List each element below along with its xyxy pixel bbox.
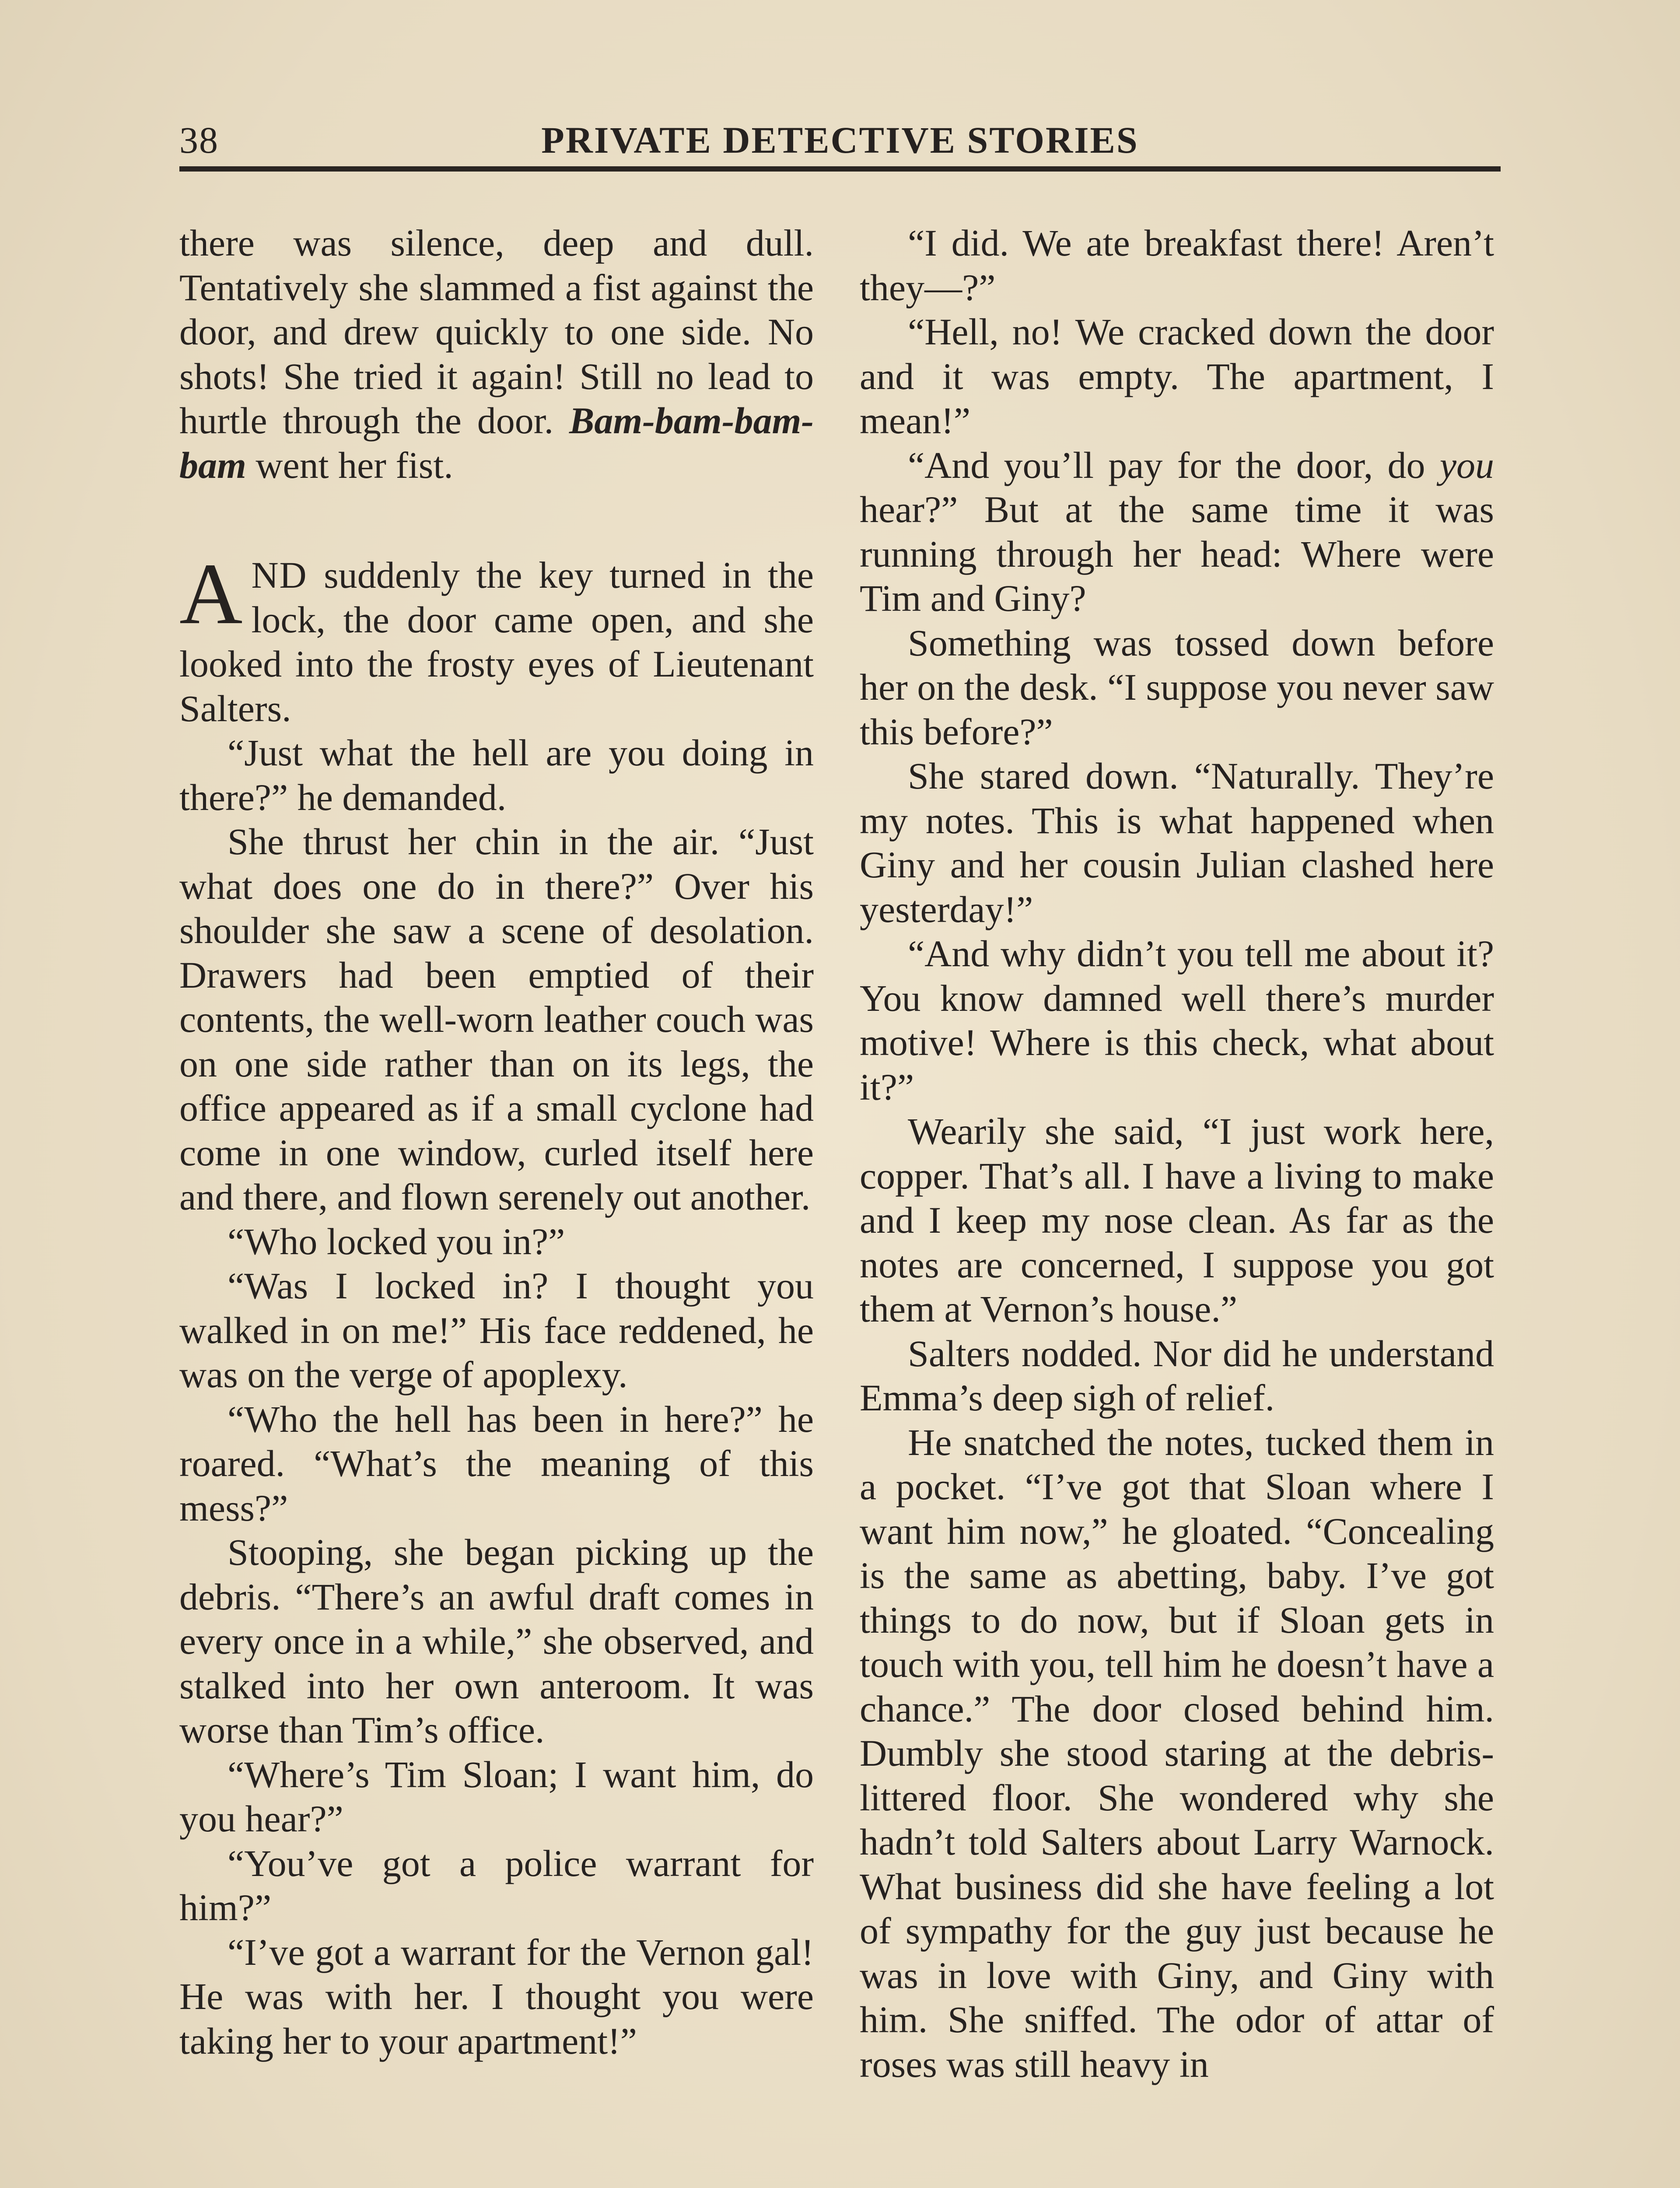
paragraph: “Was I locked in? I thought you walked in on me!” His face reddened, he was on the verge of apoplexy. <box>179 1265 814 1396</box>
paragraph: “I did. We ate breakfast there! Aren’t they—?” <box>860 222 1494 309</box>
paragraph: She stared down. “Naturally. They’re my notes. This is what happened when Giny and her cousin Julian clashed here yesterday!” <box>860 755 1494 930</box>
paragraph: He snatched the notes, tucked them in a pocket. “I’ve got that Sloan where I want him now,” he gloated. “Concealing is the same as abetting, baby. I’ve got things to do now, but if Sloan gets in touch with you, tell him he doesn’t have a chance.” The door closed behind him. Dumbly she stood staring at the debris-littered floor. She wondered why she hadn’t told Salters about Larry Warnock. What business did she have feeling a lot of sympathy for the guy just because he was in love with Giny, and Giny with him. She sniffed. The odor of attar of roses was still heavy in <box>860 1421 1494 2085</box>
paragraph: “I’ve got a warrant for the Vernon gal! He was with her. I thought you were taking her to your apartment!” <box>179 1931 814 2062</box>
paragraph: Stooping, she began picking up the debris. “There’s an awful draft comes in every once in a while,” she observed, and stalked into her own anteroom. It was worse than Tim’s office. <box>179 1531 814 1751</box>
paragraph-text: hear?” But at the same time it was running through her head: Where were Tim and Giny? <box>860 488 1494 619</box>
right-column <box>860 221 1494 2086</box>
paragraph: Wearily she said, “I just work here, copper. That’s all. I have a living to make and I keep my nose clean. As far as the notes are concerned, I suppose you got them at Vernon’s house.” <box>860 1110 1494 1330</box>
left-column <box>179 221 814 2063</box>
paragraph-text: there was silence, deep and dull. Tentatively she slammed a fist against the door, and drew quickly to one side. No shots! She tried it again! Still no lead to hurtle through the door. <box>179 222 814 442</box>
paragraph-text: “And you’ll pay for the door, do <box>908 444 1440 486</box>
paragraph-text: went her fist. <box>246 444 453 486</box>
running-title: PRIVATE DETECTIVE STORIES <box>541 119 1139 161</box>
page-header <box>179 114 1501 166</box>
emphasis-text: you <box>1439 444 1494 486</box>
drop-cap: A <box>179 546 243 642</box>
paragraph: “Hell, no! We cracked down the door and it was empty. The apartment, I mean!” <box>860 311 1494 442</box>
onomatopoeia-text: Bam-bam-bam-bam <box>179 400 814 486</box>
paragraph: Something was tossed down before her on the desk. “I suppose you never saw this before?” <box>860 621 1494 753</box>
header-rule <box>179 166 1501 172</box>
paragraph <box>179 221 814 487</box>
paragraph: “Who the hell has been in here?” he roared. “What’s the meaning of this mess?” <box>179 1398 814 1529</box>
paragraph: “And why didn’t you tell me about it? You know damned well there’s murder motive! Where is this check, what about it?” <box>860 933 1494 1108</box>
section-opening-paragraph <box>179 546 814 731</box>
paragraph-text: suddenly the key turned in the lock, the door came open, and she looked into the frosty eyes of Lieutenant Salters. <box>179 554 814 729</box>
paragraph: She thrust her chin in the air. “Just what does one do in there?” Over his shoulder she saw a scene of desolation. Drawers had been emptied of their contents, the well-worn leather couch was on one side rather than on its legs, the office appeared as if a small cyclone had come in one window, curled itself here and there, and flown serenely out another. <box>179 820 814 1218</box>
paragraph: “Just what the hell are you doing in there?” he demanded. <box>179 732 814 818</box>
paragraph: “You’ve got a police warrant for him?” <box>179 1842 814 1929</box>
paragraph: Salters nodded. Nor did he understand Emma’s deep sigh of relief. <box>860 1332 1494 1419</box>
paragraph: “Who locked you in?” <box>228 1220 565 1262</box>
section-break <box>179 487 814 553</box>
paragraph <box>860 443 1494 621</box>
paragraph: “Where’s Tim Sloan; I want him, do you hear?” <box>179 1753 814 1840</box>
lead-in-caps: ND <box>251 554 308 596</box>
page-number: 38 <box>179 119 219 161</box>
